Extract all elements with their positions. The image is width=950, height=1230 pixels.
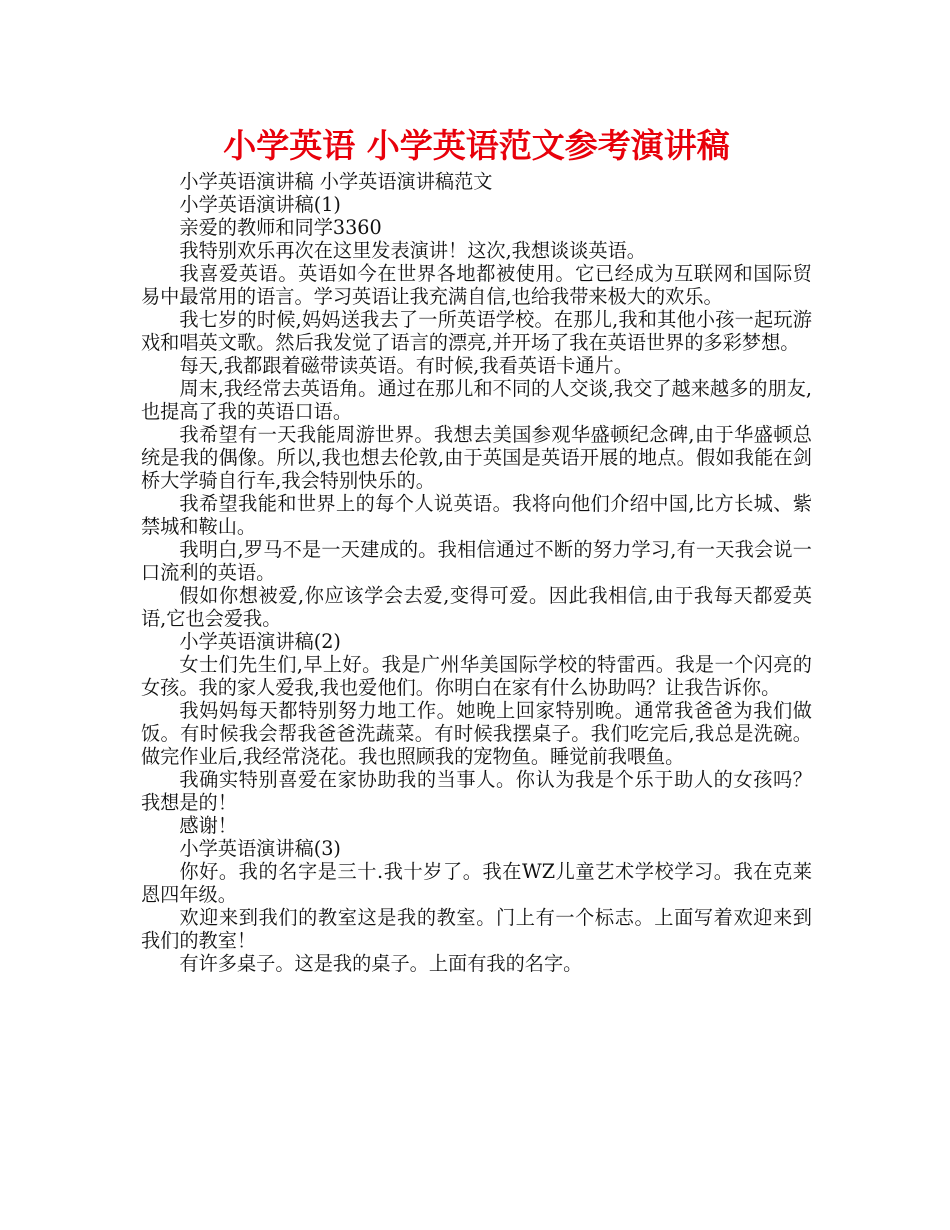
paragraph: 亲爱的教师和同学3360 [179, 216, 382, 239]
paragraph: 我喜爱英语。英语如今在世界各地都被使用。它已经成为互联网和国际贸易中最常用的语言。学习英语让我充满自信,也给我带来极大的欢乐。 [141, 262, 812, 308]
paragraph: 我妈妈每天都特别努力地工作。她晚上回家特别晚。通常我爸爸为我们做饭。有时候我会帮我爸爸洗蔬菜。有时候我摆桌子。我们吃完后,我总是洗碗。做完作业后,我经常浇花。我也照顾我的宠物鱼。睡觉前我喂鱼。 [141, 699, 812, 768]
section-heading: 小学英语演讲稿(1) [179, 193, 341, 216]
document-page [141, 122, 812, 975]
paragraph: 假如你想被爱,你应该学会去爱,变得可爱。因此我相信,由于我每天都爱英语,它也会爱我。 [141, 584, 812, 630]
document-title: 小学英语 小学英语范文参考演讲稿 [223, 126, 730, 165]
paragraph: 我确实特别喜爱在家协助我的当事人。你认为我是个乐于助人的女孩吗？我想是的！ [141, 768, 812, 814]
paragraph: 我七岁的时候,妈妈送我去了一所英语学校。在那儿,我和其他小孩一起玩游戏和唱英文歌。然后我发觉了语言的漂亮,并开场了我在英语世界的多彩梦想。 [141, 308, 812, 354]
section-heading: 小学英语演讲稿(2) [179, 630, 341, 653]
paragraph: 感谢！ [179, 814, 237, 837]
paragraph: 我特别欢乐再次在这里发表演讲！这次,我想谈谈英语。 [179, 239, 646, 262]
paragraph: 每天,我都跟着磁带读英语。有时候,我看英语卡通片。 [179, 354, 633, 377]
document-body [141, 170, 812, 975]
section-heading: 小学英语演讲稿(3) [179, 837, 341, 860]
paragraph: 周末,我经常去英语角。通过在那儿和不同的人交谈,我交了越来越多的朋友,也提高了我的英语口语。 [141, 377, 812, 423]
paragraph: 我希望有一天我能周游世界。我想去美国参观华盛顿纪念碑,由于华盛顿总统是我的偶像。所以,我也想去伦敦,由于英国是英语开展的地点。假如我能在剑桥大学骑自行车,我会特别快乐的。 [141, 423, 812, 492]
paragraph: 我明白,罗马不是一天建成的。我相信通过不断的努力学习,有一天我会说一口流利的英语。 [141, 538, 812, 584]
paragraph: 你好。我的名字是三十.我十岁了。我在WZ儿童艺术学校学习。我在克莱恩四年级。 [141, 860, 812, 906]
paragraph: 小学英语演讲稿 小学英语演讲稿范文 [179, 170, 493, 193]
paragraph: 有许多桌子。这是我的桌子。上面有我的名字。 [179, 952, 583, 975]
paragraph: 我希望我能和世界上的每个人说英语。我将向他们介绍中国,比方长城、紫禁城和鞍山。 [141, 492, 812, 538]
paragraph: 女士们先生们,早上好。我是广州华美国际学校的特雷西。我是一个闪亮的女孩。我的家人爱我,我也爱他们。你明白在家有什么协助吗？让我告诉你。 [141, 653, 812, 699]
paragraph: 欢迎来到我们的教室这是我的教室。门上有一个标志。上面写着欢迎来到我们的教室！ [141, 906, 812, 952]
